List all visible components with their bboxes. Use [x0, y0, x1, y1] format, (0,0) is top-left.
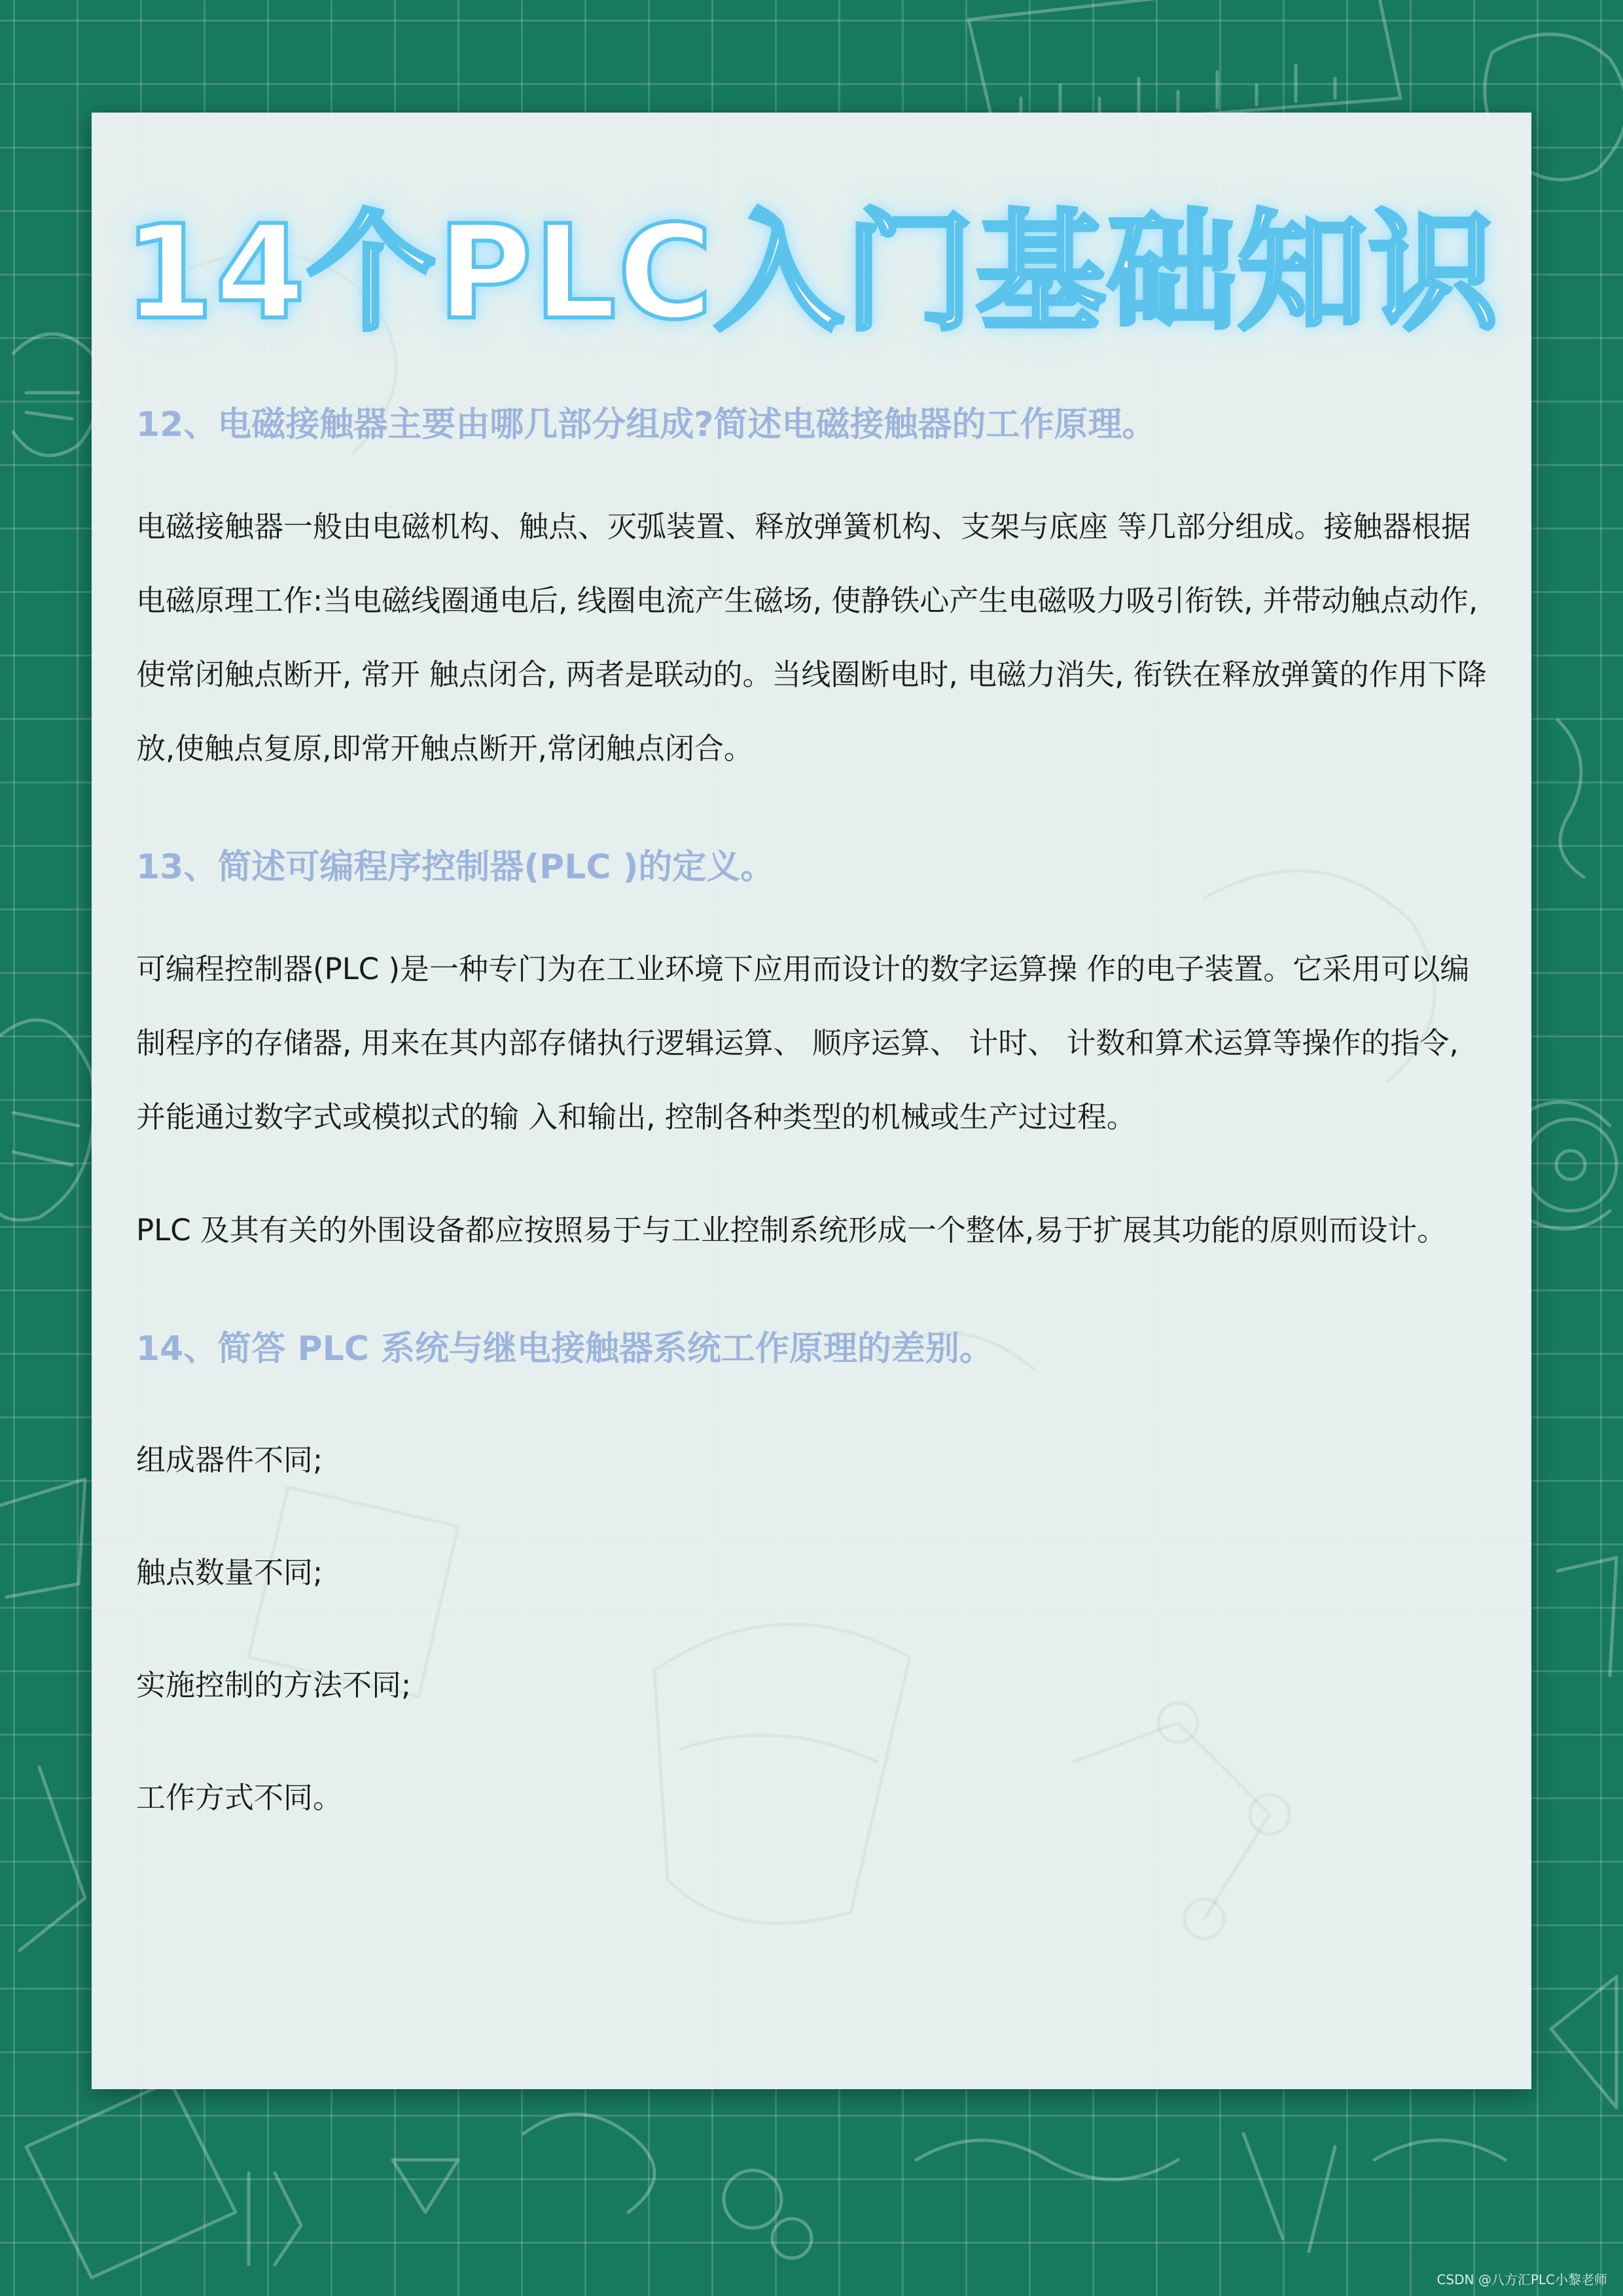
section-13: [136, 843, 1491, 1267]
content-card: [92, 113, 1531, 2089]
question-12-heading: 12、电磁接触器主要由哪几部分组成?简述电磁接触器的工作原理。: [136, 405, 1156, 444]
section-12: [136, 401, 1491, 785]
section-14: [136, 1325, 1491, 1821]
article-content: [136, 401, 1491, 1821]
question-13-heading: 13、简述可编程序控制器(PLC )的定义。: [136, 848, 775, 887]
difference-item-2: 触点数量不同;: [136, 1555, 323, 1590]
page-title: 14个PLC入门基础知识: [123, 197, 1500, 348]
difference-item-3: 实施控制的方法不同;: [136, 1668, 412, 1702]
question-14-heading: 14、简答 PLC 系统与继电接触器系统工作原理的差别。: [136, 1329, 993, 1369]
answer-13-paragraph-2: PLC 及其有关的外围设备都应按照易于与工业控制系统形成一个整体,易于扩展其功能的原则而设计。: [136, 1213, 1447, 1247]
difference-item-4: 工作方式不同。: [136, 1780, 343, 1815]
answer-12-paragraph: 电磁接触器一般由电磁机构、触点、灭弧装置、释放弹簧机构、支架与底座 等几部分组成。接触器根据电磁原理工作:当电磁线圈通电后, 线圈电流产生磁场, 使静铁心产生电磁吸力吸引衔铁, 并带动触点动作,使常闭触点断开, 常开 触点闭合, 两者是联动的。当线圈断电时, 电磁力消失, 衔铁在释放弹簧的作用下降放,使触点复原,即常开触点断开,常闭触点闭合。: [136, 509, 1487, 766]
answer-13-paragraph-1: 可编程控制器(PLC )是一种专门为在工业环境下应用而设计的数字运算操 作的电子装置。它采用可以编制程序的存储器, 用来在其内部存储执行逻辑运算、 顺序运算、 计时、 计数和算术运算等操作的指令, 并能通过数字式或模拟式的输 入和输出, 控制各种类型的机械或生产过过程。: [136, 952, 1470, 1134]
difference-item-1: 组成器件不同;: [136, 1443, 323, 1477]
watermark: CSDN @八方汇PLC小黎老师: [1436, 2272, 1607, 2287]
